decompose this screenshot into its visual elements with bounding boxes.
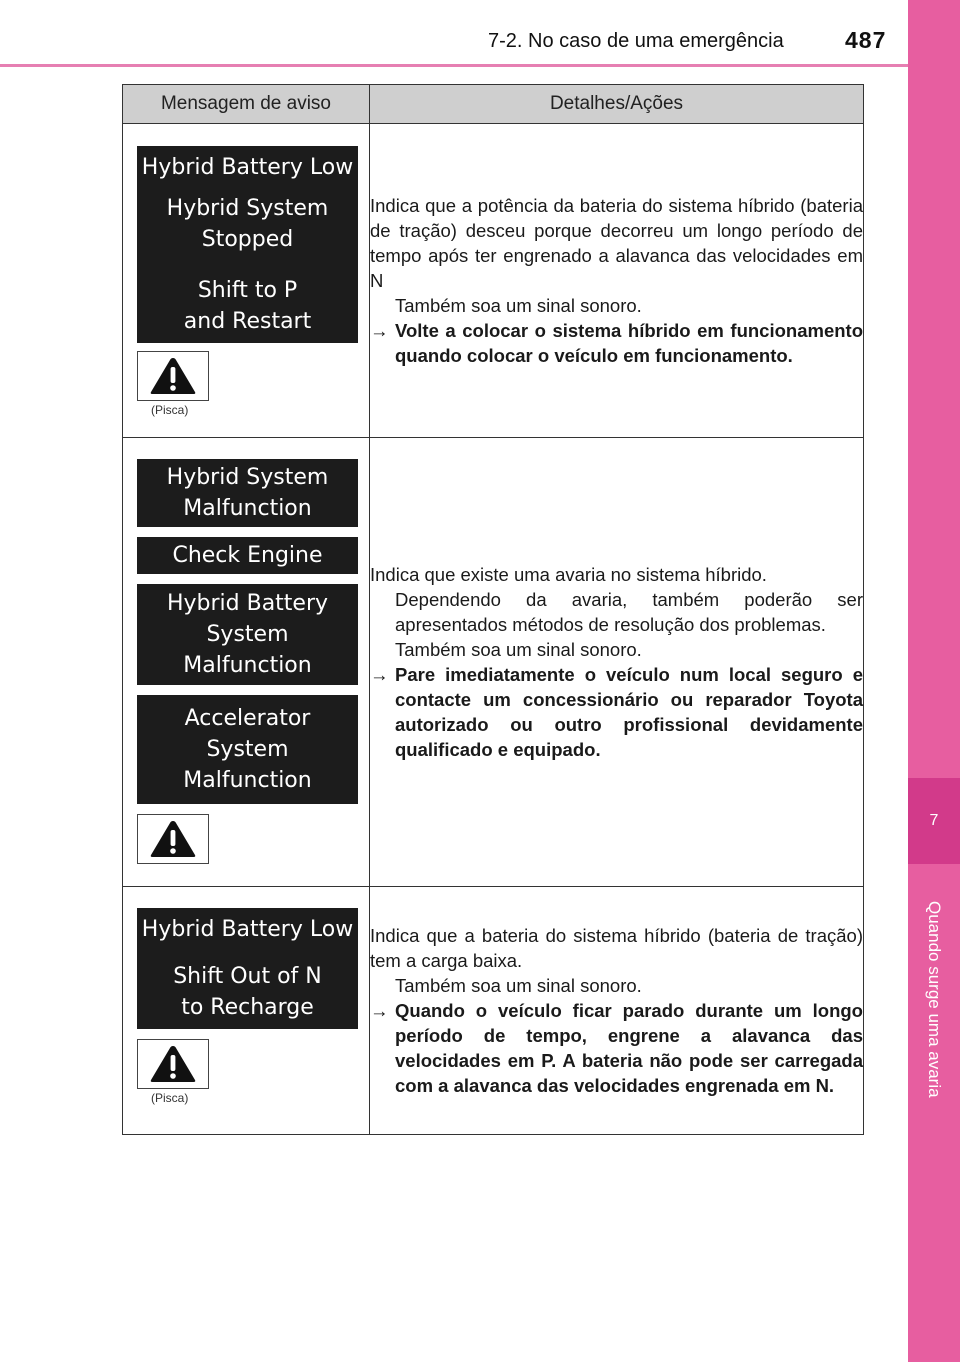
display-line: Hybrid Battery (166, 591, 329, 616)
right-arrow-icon: → (370, 664, 389, 685)
action-text: Volte a colocar o sistema híbrido em funcionamento quando colocar o veículo em funcionamento. (395, 320, 863, 366)
display-line: and Restart (183, 309, 312, 334)
action-item (370, 662, 863, 762)
display-line: Hybrid System (166, 196, 329, 221)
description-text: Indica que a bateria do sistema híbrido (bateria de tração) tem a carga baixa. (370, 925, 863, 971)
chapter-side-tab (908, 0, 960, 1362)
note-text: Também soa um sinal sonoro. (395, 975, 642, 996)
warning-triangle-icon (149, 1044, 197, 1084)
warning-triangle-icon (149, 356, 197, 396)
display-panel (137, 908, 358, 1029)
chapter-number: 7 (908, 778, 960, 864)
display-line: Malfunction (183, 768, 312, 793)
display-line: Malfunction (183, 496, 312, 521)
column-header-details: Detalhes/Ações (370, 85, 864, 124)
description-text: Indica que a potência da bateria do sistema híbrido (bateria de tração) desceu porque decorreu um longo período de tempo após ter engrenado a alavanca das velocidades em N (370, 195, 863, 291)
action-text: Pare imediatamente o veículo num local seguro e contacte um concessionário ou reparador Toyota autorizado ou outro profissional devidamente qualificado e equipado. (395, 664, 863, 760)
warning-triangle-icon (149, 819, 197, 859)
details-cell (370, 124, 864, 438)
warning-light (137, 351, 209, 401)
message-cell (123, 887, 370, 1135)
table-row (123, 887, 864, 1135)
details-cell (370, 887, 864, 1135)
display-line (137, 255, 358, 275)
display-line: Hybrid System (166, 465, 329, 490)
display-line: System (206, 737, 289, 762)
display-line: Hybrid Battery Low (141, 155, 354, 180)
display-line (137, 945, 358, 961)
details-cell (370, 438, 864, 887)
display-line: Stopped (201, 227, 294, 252)
warning-light (137, 1039, 209, 1089)
action-item (370, 318, 863, 368)
display-panel (137, 146, 358, 343)
table-row (123, 438, 864, 887)
display-line: Check Engine (172, 543, 323, 568)
display-line: Shift to P (197, 278, 298, 303)
display-panel (137, 537, 358, 574)
warning-table (122, 84, 864, 1135)
action-text: Quando o veículo ficar parado durante um longo período de tempo, engrene a alavanca das velocidades em P. A bateria não pode ser carregada com a alavanca das velocidades engrenada em N. (395, 1000, 863, 1096)
table-row (123, 124, 864, 438)
chapter-title-box (908, 864, 960, 1134)
right-arrow-icon: → (370, 1000, 389, 1021)
display-panel (137, 584, 358, 685)
section-title: 7-2. No caso de uma emergência (488, 30, 784, 52)
page-number: 487 (845, 27, 887, 53)
display-line: Accelerator (184, 706, 311, 731)
display-panel (137, 695, 358, 804)
blink-caption: (Pisca) (151, 403, 189, 417)
display-line: Malfunction (183, 653, 312, 678)
chapter-title: Quando surge uma avaria (925, 900, 944, 1098)
warning-light (137, 814, 209, 864)
message-cell (123, 124, 370, 438)
header-rule (0, 64, 908, 67)
display-line: Hybrid Battery Low (141, 917, 354, 942)
right-arrow-icon: → (370, 320, 389, 341)
blink-caption: (Pisca) (151, 1091, 189, 1105)
message-cell (123, 438, 370, 887)
column-header-message: Mensagem de aviso (123, 85, 370, 124)
display-line: Shift Out of N (173, 964, 322, 989)
table-header-row (123, 85, 864, 124)
display-panel (137, 459, 358, 527)
description-text: Indica que existe uma avaria no sistema híbrido. (370, 564, 767, 585)
display-line (137, 183, 358, 193)
action-item (370, 998, 863, 1098)
note-text: Também soa um sinal sonoro. (395, 295, 642, 316)
display-line: to Recharge (181, 995, 314, 1020)
display-line: System (206, 622, 289, 647)
note-text: Dependendo da avaria, também poderão ser apresentados métodos de resolução dos problemas. (395, 589, 863, 635)
note-text: Também soa um sinal sonoro. (395, 639, 642, 660)
